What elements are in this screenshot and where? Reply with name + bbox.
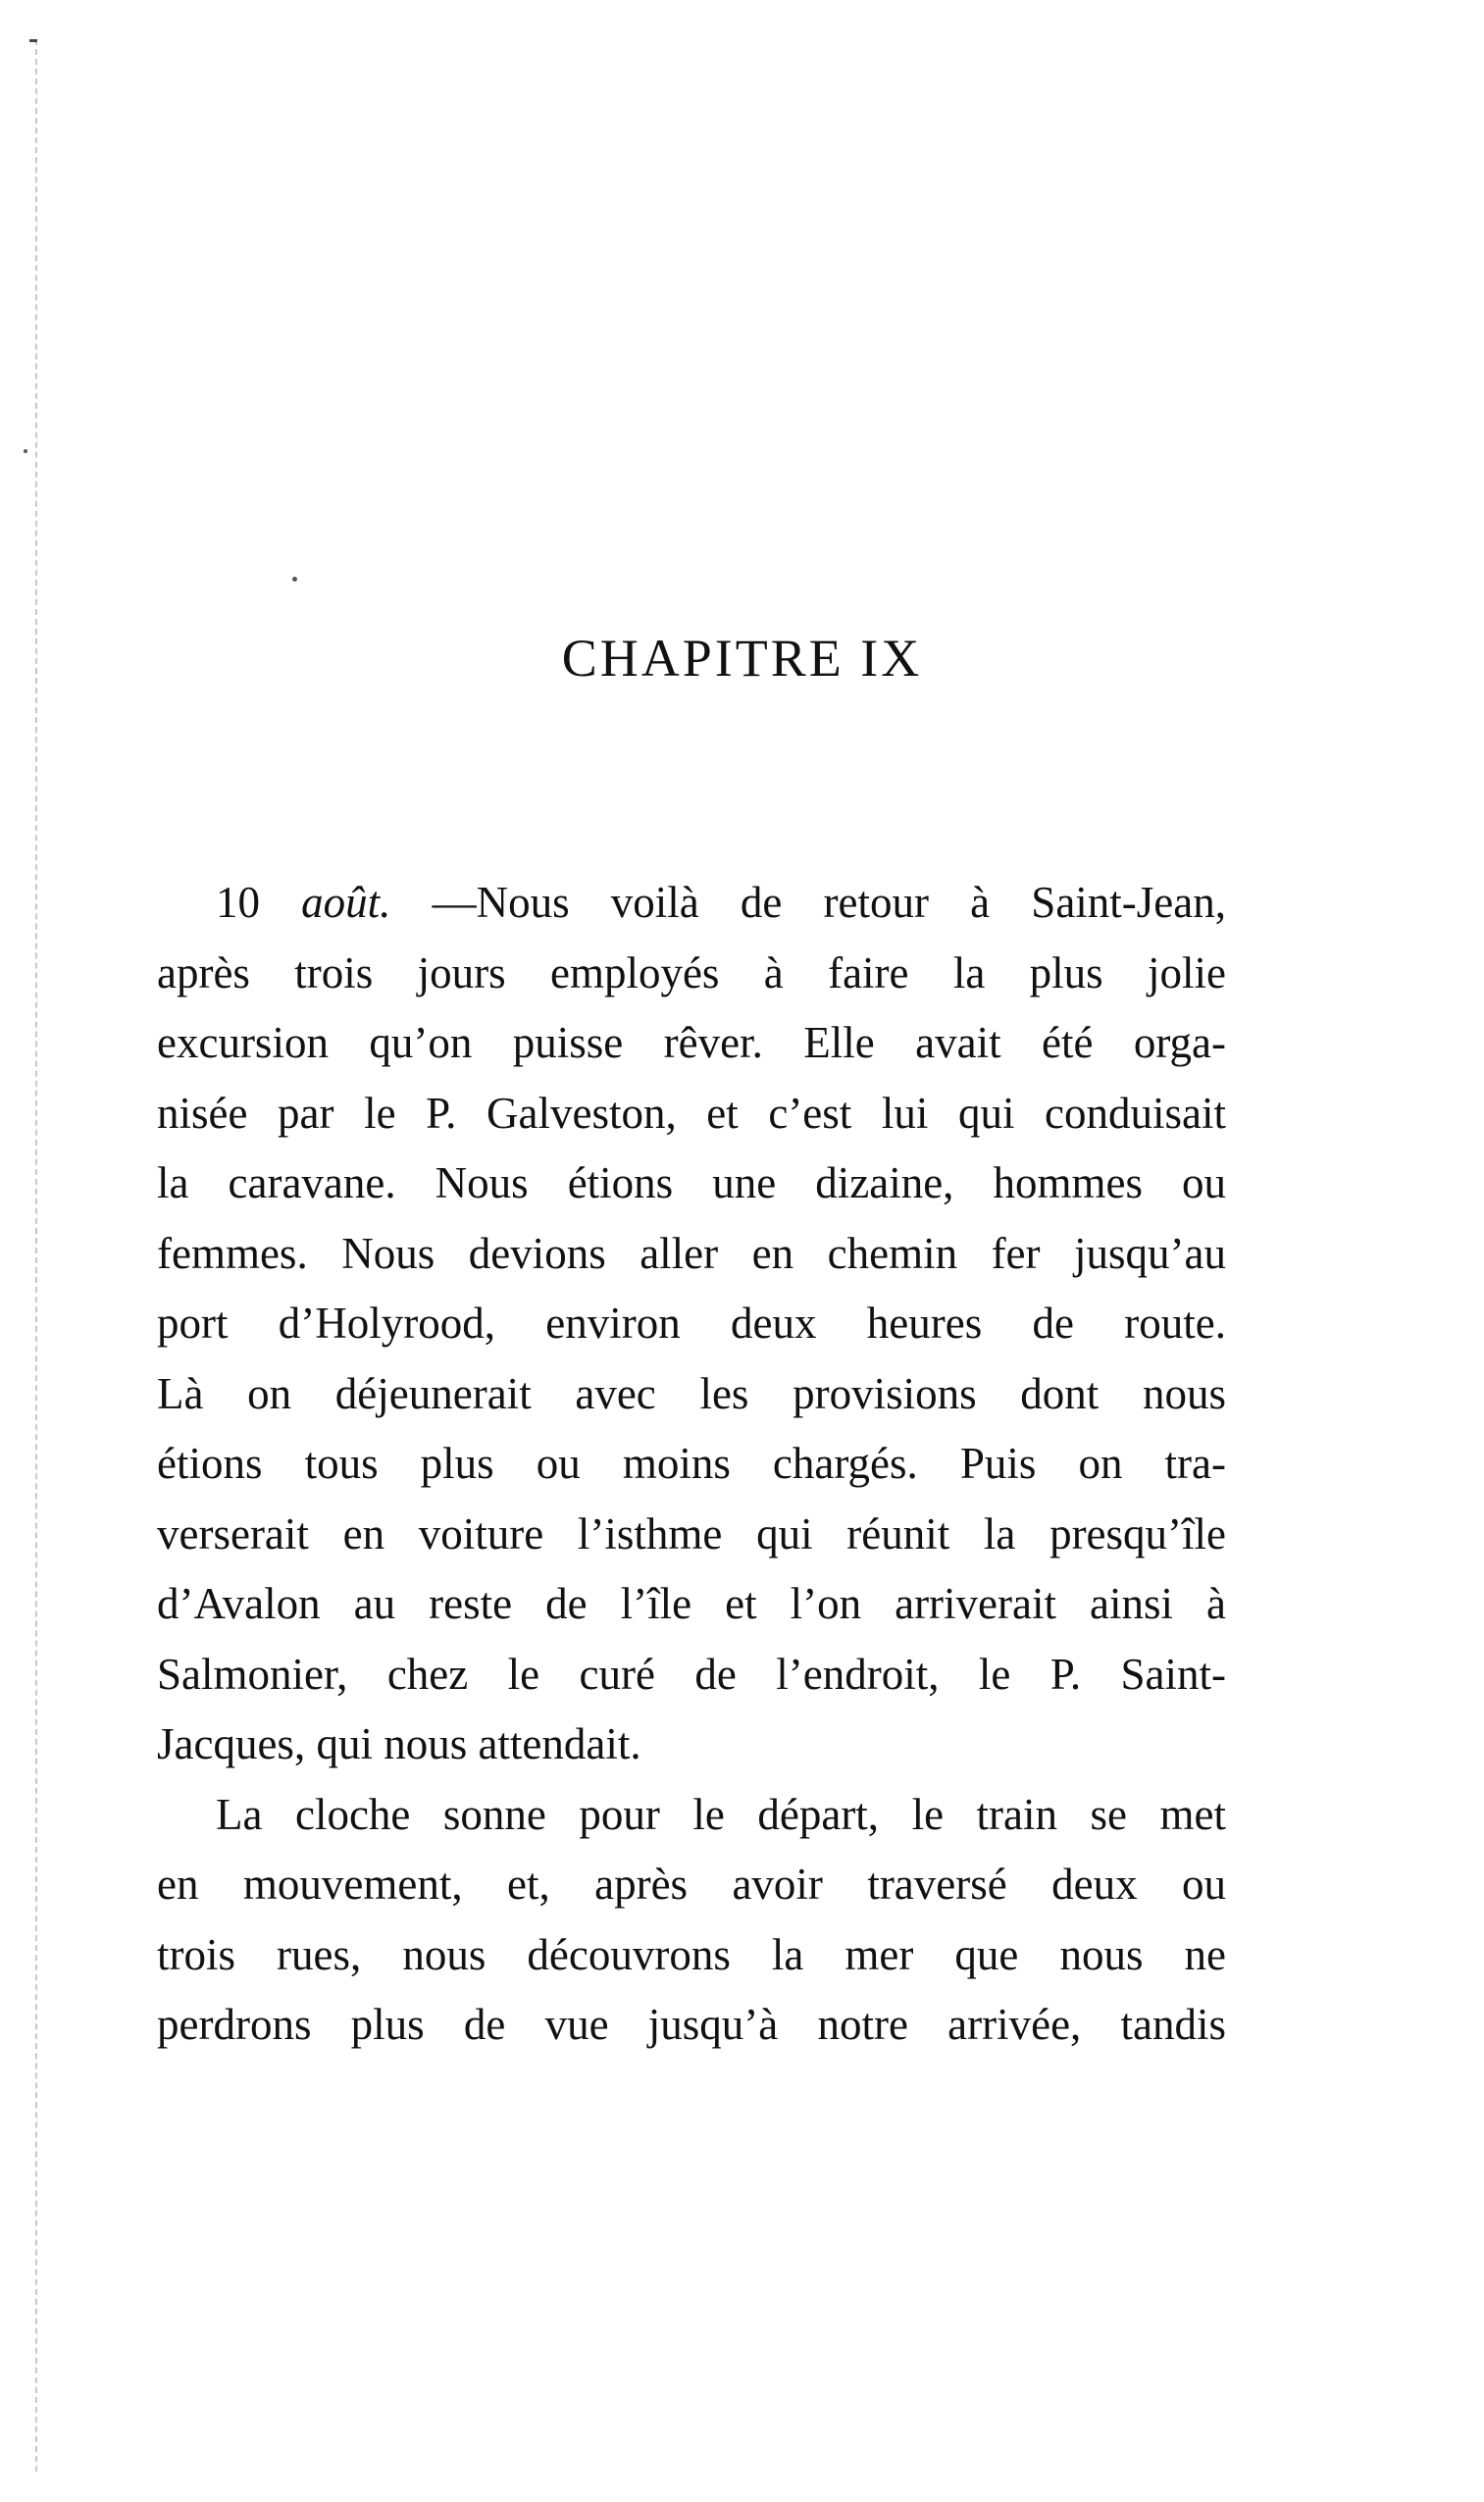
text-line: étions tous plus ou moins chargés. Puis on tra- — [157, 1439, 1226, 1488]
page-gutter-tick — [29, 39, 37, 42]
text-line: excursion qu’on puisse rêver. Elle avait été orga- — [157, 1018, 1226, 1067]
text-line: après trois jours employés à faire la plus jolie — [157, 947, 1226, 997]
text-line: nisée par le P. Galveston, et c’est lui qui conduisait — [157, 1088, 1226, 1138]
text-line: perdrons plus de vue jusqu’à notre arrivée, tandis — [157, 2000, 1226, 2049]
body-text — [157, 868, 1226, 2061]
text-line: La cloche sonne pour le départ, le train se met — [216, 1789, 1226, 1839]
text-line: Jacques, qui nous attendait. — [157, 1719, 641, 1768]
text-line: en mouvement, et, après avoir traversé deux ou — [157, 1860, 1226, 1909]
chapter-title: CHAPITRE IX — [561, 629, 923, 688]
text-line: Là on déjeunerait avec les provisions dont nous — [157, 1368, 1226, 1418]
text-line: femmes. Nous devions aller en chemin fer jusqu’au — [157, 1228, 1226, 1278]
entry-date: 10 — [216, 878, 260, 927]
entry-month: août. — [301, 878, 391, 927]
text-line: port d’Holyrood, environ deux heures de route. — [157, 1299, 1226, 1348]
paper-speck — [292, 577, 297, 582]
paper-speck — [24, 449, 27, 453]
page-gutter-line — [35, 39, 37, 2472]
text-line: d’Avalon au reste de l’île et l’on arriverait ainsi à — [157, 1579, 1226, 1628]
text-line: 10 août. —Nous voilà de retour à Saint-Jean, — [216, 878, 1227, 927]
text-line: trois rues, nous découvrons la mer que nous ne — [157, 1929, 1226, 1979]
text-line: Salmonier, chez le curé de l’endroit, le P. Saint- — [157, 1649, 1226, 1699]
text-line: la caravane. Nous étions une dizaine, hommes ou — [157, 1158, 1226, 1207]
text-line: verserait en voiture l’isthme qui réunit la presqu’île — [157, 1508, 1226, 1558]
